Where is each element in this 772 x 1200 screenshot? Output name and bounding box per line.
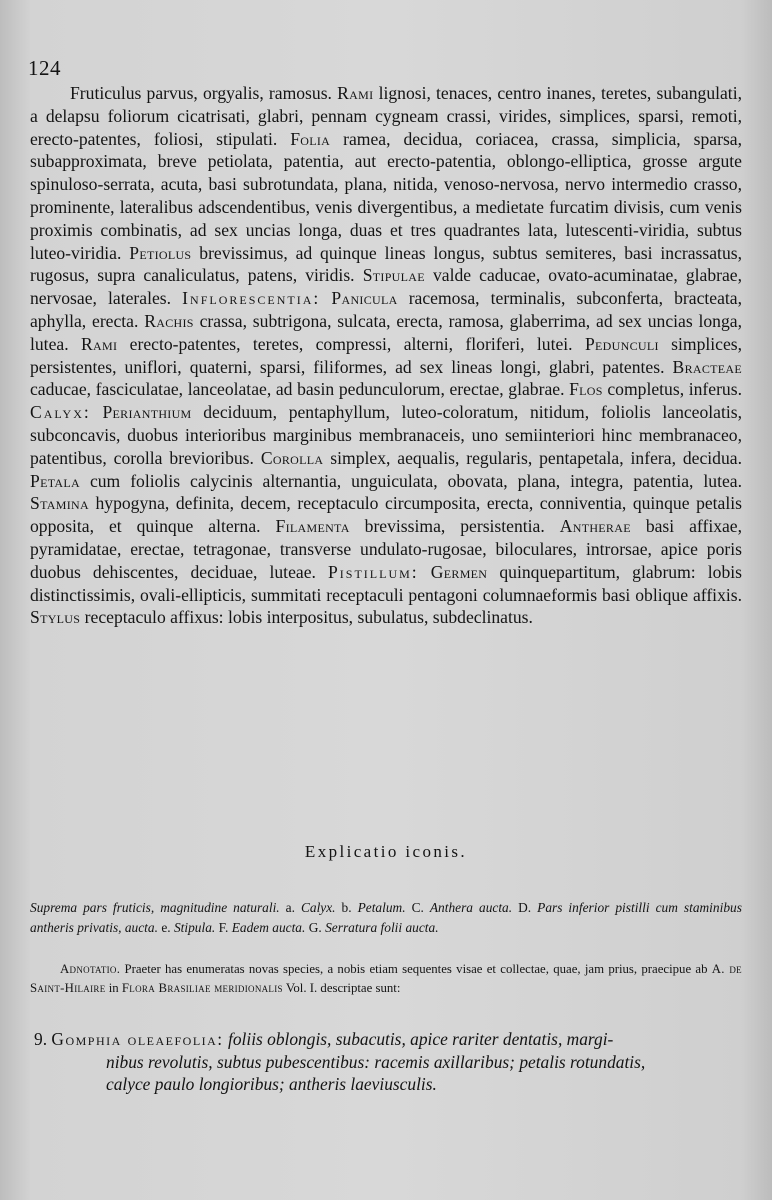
caption-text: Eadem aucta. bbox=[231, 920, 306, 935]
species-entry bbox=[34, 1028, 742, 1096]
caption-text: Suprema pars fruticis, magnitudine naturali. bbox=[30, 900, 280, 915]
text-span: crassa, subtrigona, sulcata, erecta, ramosa, glaberrima, ad sex uncias longa, lutea. bbox=[30, 310, 742, 354]
term-label: Germen bbox=[430, 561, 488, 582]
caption-key: b. bbox=[341, 900, 352, 915]
term-label: Petala bbox=[30, 470, 80, 491]
section-label: Inflorescentia: bbox=[182, 288, 321, 309]
caption-text: Petalum. bbox=[357, 900, 406, 915]
species-name: Gomphia oleaefolia: bbox=[51, 1029, 224, 1049]
annotation-text: in bbox=[108, 981, 119, 995]
term-label: Rami bbox=[337, 83, 374, 103]
author-name: A. de Saint-Hilaire bbox=[30, 962, 742, 995]
term-label: Stamina bbox=[30, 493, 89, 514]
caption-text: Pars inferior pistilli cum staminibus antheris privatis, aucta. bbox=[30, 900, 742, 935]
term-label: Filamenta bbox=[275, 516, 350, 537]
species-diagnosis-line: calyce paulo longioribus; antheris laeviusculis. bbox=[106, 1074, 437, 1094]
caption-key: G. bbox=[308, 920, 322, 935]
text-span: receptaculo affixus: lobis interpositus, subulatus, subdeclinatus. bbox=[84, 607, 533, 628]
term-label: Antherae bbox=[559, 516, 631, 537]
text-span: racemosa, terminalis, subconferta, bracteata, aphylla, erecta. bbox=[30, 288, 742, 331]
caption-text: Stipula. bbox=[173, 920, 216, 935]
caption-key: F. bbox=[218, 920, 229, 935]
text-span: valde caducae, ovato-acuminatae, glabrae, nervosae, laterales. bbox=[30, 265, 743, 309]
species-diagnosis-line: nibus revolutis, subtus pubescentibus: racemis axillaribus; petalis rotundatis, bbox=[106, 1051, 646, 1072]
term-label: Folia bbox=[290, 128, 331, 149]
work-title: Flora Brasiliae meridionalis bbox=[121, 981, 283, 995]
text-span: simplex, aequalis, regularis, pentapetala, infera, decidua. bbox=[330, 447, 742, 468]
text-span: ramea, decidua, coriacea, crassa, simplicia, sparsa, subapproximata, breve petiolata, patentia, aut erecto-patentia, oblongo-elliptica, grosse argute spinuloso-serrata, acuta, basi subrotundata, plana, nitida, venoso-nervosa, nervo intermedio crasso, prominente, lateralibus adscendentibus, venis divergentibus, a medietate furcatim divisis, cum venis proximis combinatis, ad sex uncias longa, duas et tres quadrantes lata, lutescenti-viridia, subtus luteo-viridia. bbox=[30, 128, 743, 263]
term-label: Flos bbox=[569, 379, 603, 400]
section-label: Calyx: bbox=[30, 402, 91, 423]
text-span: completus, inferus. bbox=[607, 379, 742, 400]
term-label: Rami bbox=[80, 333, 118, 354]
species-number: 9. bbox=[34, 1029, 48, 1049]
text-span: deciduum, pentaphyllum, luteo-coloratum, nitidum, foliolis lanceolatis, subconcavis, duobus interioribus marginibus membranaceis, uno semiinteriori hinc membranaceo, patentibus, corolla brevioribus. bbox=[30, 402, 742, 468]
term-label: Corolla bbox=[260, 447, 324, 468]
term-label: Stylus bbox=[30, 607, 81, 628]
term-label: Stipulae bbox=[362, 265, 425, 286]
page-number: 124 bbox=[28, 56, 61, 80]
annotation-label: Adnotatio. bbox=[60, 962, 121, 976]
caption-key: D. bbox=[518, 900, 532, 915]
term-label: Petiolus bbox=[129, 242, 192, 263]
text-span: brevissima, persistentia. bbox=[364, 516, 545, 537]
text-span: quinquepartitum, glabrum: lobis distinctissimis, ovali-ellipticis, summitati receptaculi pentagoni columnaeformis basi oblique affixis. bbox=[30, 561, 742, 605]
term-label: Panicula bbox=[331, 288, 398, 309]
caption-key: e. bbox=[161, 920, 171, 935]
term-label: Rachis bbox=[144, 310, 194, 331]
caption-text: Serratura folii aucta. bbox=[325, 920, 439, 935]
text-span: hypogyna, definita, decem, receptaculo circumposita, erecta, conniventia, quinque petalis opposita, et quinque alterna. bbox=[30, 493, 742, 537]
term-label: Pedunculi bbox=[584, 333, 659, 354]
text-span: basi affixae, pyramidatae, erectae, tetragonae, transverse undulato-rugosae, biloculares, introrsae, apice poris duobus dehiscentes, deciduae, luteae. bbox=[30, 516, 743, 582]
caption-text: Anthera aucta. bbox=[429, 900, 513, 915]
text-span: caducae, fasciculatae, lanceolatae, ad basin pedunculorum, erectae, glabrae. bbox=[30, 379, 565, 400]
section-label: Pistillum: bbox=[328, 561, 419, 582]
text-span: Fruticulus parvus, orgyalis, ramosus. bbox=[70, 83, 332, 103]
text-span: cum foliolis calycinis alternantia, unguiculata, obovata, plana, integra, patentia, lutea. bbox=[89, 470, 742, 491]
caption-text: Calyx. bbox=[300, 900, 336, 915]
caption-key: a. bbox=[285, 900, 295, 915]
annotation-paragraph bbox=[30, 960, 742, 998]
section-heading: Explicatio iconis. bbox=[304, 842, 468, 861]
text-span: brevissimus, ad quinque lineas longus, subtus semiteres, basi incrassatus, rugosus, supra canaliculatus, patens, viridis. bbox=[30, 242, 742, 286]
caption-key: C. bbox=[411, 900, 424, 915]
annotation-text: Vol. I. descriptae sunt: bbox=[285, 981, 401, 995]
species-diagnosis-line: foliis oblongis, subacutis, apice rariter dentatis, margi- bbox=[228, 1029, 614, 1049]
annotation-text: Praeter has enumeratas novas species, a nobis etiam sequentes visae et collectae, quae, jam prius, praecipue ab bbox=[124, 962, 708, 976]
term-label: Perianthium bbox=[102, 402, 192, 423]
text-span: erecto-patentes, teretes, compressi, alterni, floriferi, lutei. bbox=[129, 333, 573, 354]
figure-caption bbox=[30, 898, 742, 938]
text-span: simplices, persistentes, uniflori, quaterni, sparsi, filiformes, ad sex lineas longi, glabri, patentes. bbox=[30, 333, 743, 377]
text-span: lignosi, tenaces, centro inanes, teretes, subangulati, a delapsu foliorum cicatrisati, glabri, pennam cygneam crassi, virides, simplices, sparsi, remoti, erecto-patentes, foliosi, stipulati. bbox=[30, 83, 742, 149]
term-label: Bracteae bbox=[672, 356, 742, 377]
description-paragraph bbox=[30, 82, 742, 629]
